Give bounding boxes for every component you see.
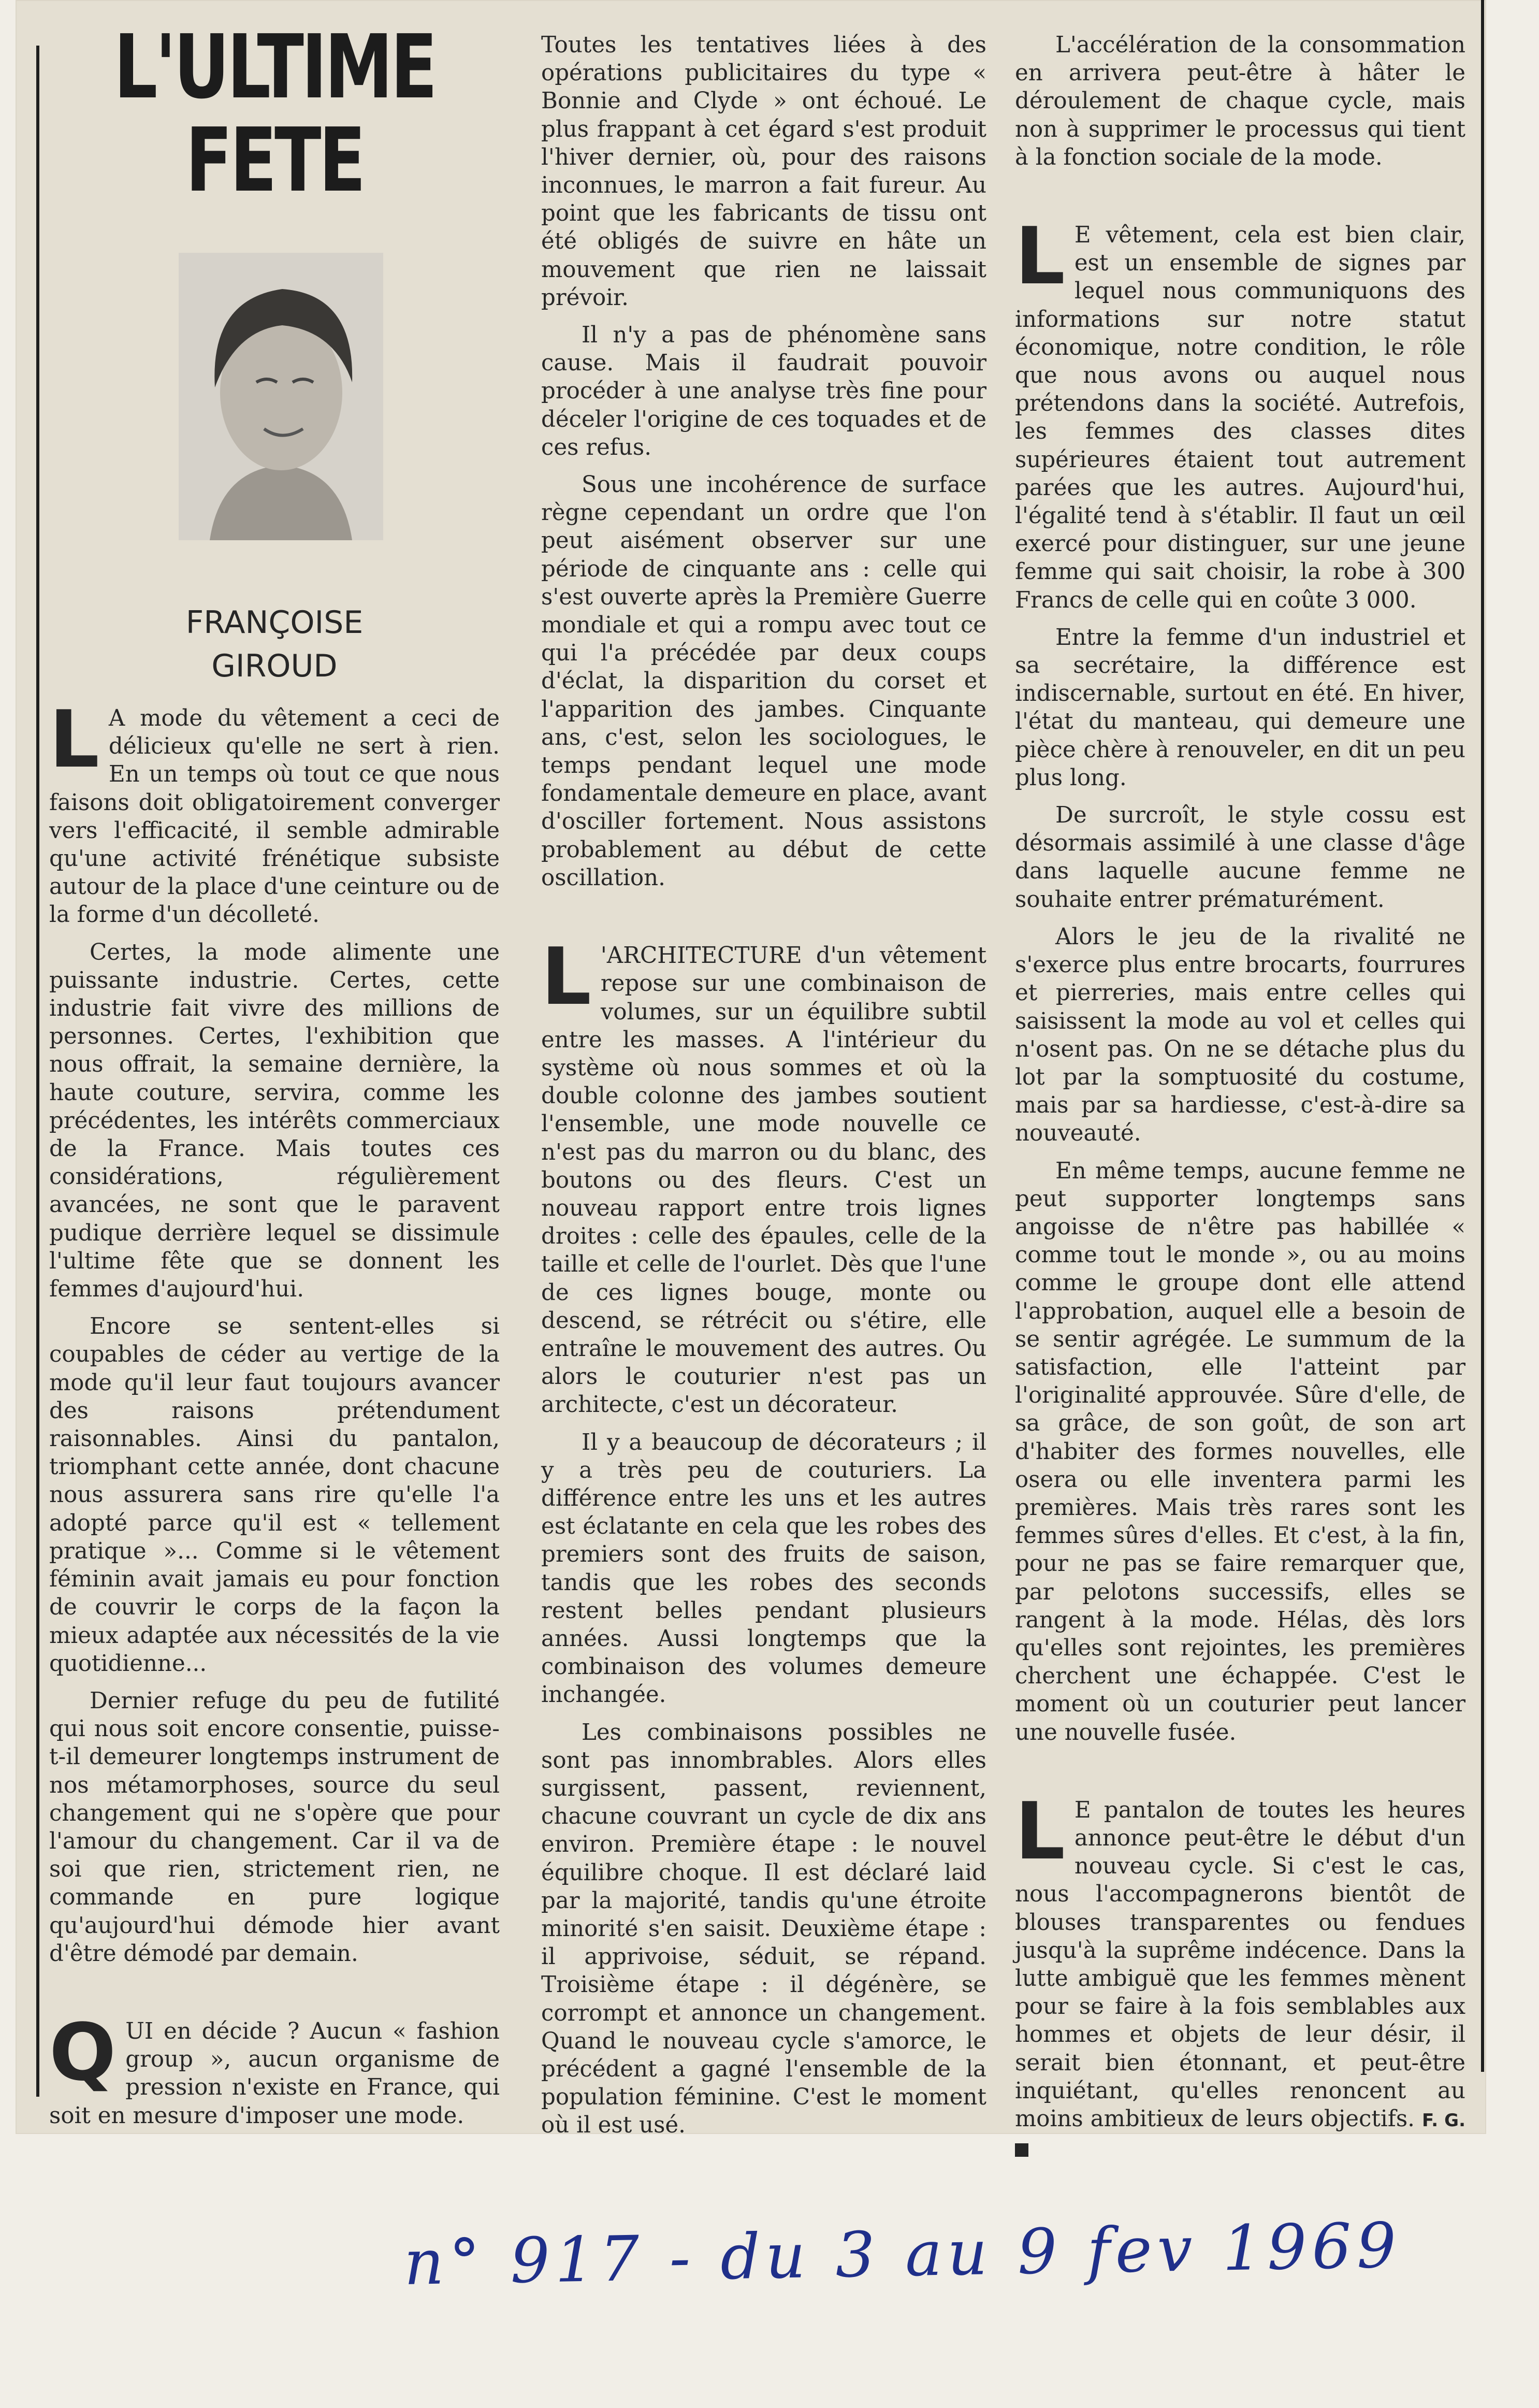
article-paragraph: LE vêtement, cela est bien clair, est un ensemble de signes par lequel nous communiquons des informations sur notre statut économique, notre condition, le rôle que nous avons ou auquel nous prétendons dans la société. Autrefois, les femmes des classes dites supérieures étaient tout autrement parées que les autres. Aujourd'hui, l'égalité tend à s'établir. Il faut un œil exercé pour distinguer, sur une jeune femme qui sait choisir, la robe à 300 Francs de celle qui en coûte 3 000.	[1015, 210, 1465, 613]
article-paragraph: Toutes les tentatives liées à des opérations publicitaires du type « Bonnie and Clyde » ont échoué. Le plus frappant à cet égard s'est produit l'hiver dernier, où, pour des raisons inconnues, le marron a fait fureur. Au point que les fabricants de tissu ont été obligés de suivre en hâte un mouvement que rien ne laissait prévoir.	[541, 32, 986, 311]
article-paragraph: L 'ARCHITECTURE d'un vêtement repose sur une combinaison de volumes, sur un équilibre subtil entre les masses. A l'intérieur du système où nous sommes et où la double colonne des jambes soutient l'ensemble, une mode nouvelle ce n'est pas du marron ou du blanc, des boutons ou des fleurs. C'est un nouveau rapport entre trois lignes droites : celle des épaules, celle de la taille et celle de l'ourlet. Dès que l'une de ces lignes bouge, monte ou descend, se rétrécit ou s'étire, elle entraîne le mouvement des autres. Ou alors le couturier n'est pas un architecte, c'est un décorateur.	[541, 931, 986, 1418]
section-gap	[49, 1977, 500, 2017]
author-signature: F. G.	[1422, 2110, 1465, 2131]
author-name	[186, 604, 364, 684]
handwritten-issue-note: n° 917 - du 3 au 9 fev 1969	[403, 2210, 1402, 2299]
section-gap	[541, 901, 986, 942]
article-paragraph: QUI en décide ? Aucun « fashion group », aucun organisme de pression n'existe en France, qui soit en mesure d'imposer une mode.	[49, 2006, 500, 2129]
portrait-photo-svg	[179, 253, 383, 540]
article-paragraph: Il n'y a pas de phénomène sans cause. Mais il faudrait pouvoir procéder à une analyse très fine pour déceler l'origine de ces toquades et de ces refus.	[541, 322, 986, 460]
headline: L'ULTIME FETE	[113, 16, 435, 212]
article-paragraph: Sous une incohérence de surface règne cependant un ordre que l'on peut aisément observer sur une période de cinquante ans : celle qui s'est ouverte après la Première Guerre mondiale et qui a rompu avec tout ce qui l'a précédée par deux coups d'éclat, la disparition du corset et l'apparition des jambes. Cinquante ans, c'est, selon les sociologues, le temps pendant lequel une mode fondamentale demeure en place, avant d'osciller fortement. Nous assistons probablement au début de cette oscillation.	[541, 472, 986, 891]
article-paragraph: Il y a beaucoup de décorateurs ; il y a très peu de couturiers. La différence entre les uns et les autres est éclatante en cela que les robes des premiers sont des fruits de saison, tandis que les robes des seconds restent belles pendant plusieurs années. Aussi longtemps que la combinaison des volumes demeure inchangée.	[541, 1429, 986, 1708]
column-1	[49, 694, 500, 2139]
left-column-rule	[36, 46, 39, 2097]
article-paragraph: LA mode du vêtement a ceci de délicieux qu'elle ne sert à rien. En un temps où tout ce que nous faisons doit obligatoirement converger vers l'efficacité, il semble admirable qu'une activité frénétique subsiste autour de la place d'une ceinture ou de la forme d'un décolleté.	[49, 694, 500, 928]
article-paragraph: Alors le jeu de la rivalité ne s'exerce plus entre brocarts, fourrures et pierreries, mais entre celles qui saisissent la mode au vol et celles qui n'osent pas. On ne se détache plus du lot par la somptuosité du costume, mais par sa hardiesse, c'est-à-dire sa nouveauté.	[1015, 924, 1465, 1147]
portrait-photo-icon	[179, 253, 383, 540]
article-paragraph: Encore se sentent-elles si coupables de céder au vertige de la mode qu'il leur faut toujours avancer des raisons prétendument raisonnables. Ainsi du pantalon, triomphant cette année, dont chacune nous assurera sans rire qu'elle l'a adopté parce qu'il est « tellement pratique »... Comme si le vêtement féminin avait jamais eu pour fonction de couvrir le corps de la façon la mieux adaptée aux nécessités de la vie quotidienne...	[49, 1314, 500, 1677]
article-paragraph: Dernier refuge du peu de futilité qui nous soit encore consentie, puisse-t-il demeurer longtemps instrument de nos métamorphoses, source du seul changement qui ne s'opère que pour l'amour du changement. Car il va de soi que rien, strictement rien, ne commande en pure logique qu'aujourd'hui démode hier avant d'être démodé par demain.	[49, 1688, 500, 1967]
author-name-line: FRANÇOISE	[185, 604, 364, 641]
author-name-line: GIROUD	[211, 648, 338, 684]
article-paragraph: L'accélération de la consommation en arrivera peut-être à hâter le déroulement de chaque cycle, mais non à supprimer le processus qui tient à la fonction sociale de la mode.	[1015, 32, 1465, 170]
paragraph-lead-word: 'ARCHITECTURE	[600, 943, 802, 969]
article-paragraph: De surcroît, le style cossu est désormais assimilé à une classe d'âge dans laquelle aucune femme ne souhaite entrer prématurément.	[1015, 802, 1465, 913]
column-3	[1015, 31, 1465, 2172]
article-paragraph: En même temps, aucune femme ne peut supporter longtemps sans angoisse de n'être pas habillée « comme tout le monde », ou au moins comme le groupe dont elle attend l'approbation, auquel elle a besoin de se sentir agrégée. Le summum de la satisfaction, elle l'atteint par l'originalité approuvée. Sûre d'elle, de sa grâce, de son goût, de son art d'habiter des formes nouvelles, elle osera ou elle inventera parmi les premières. Mais très rares sont les femmes sûres d'elles. Et c'est, à la fin, pour ne pas se faire remarquer que, par pelotons successifs, elles se rangent à la mode. Hélas, dès lors qu'elles sont rejointes, les premières cherchent une échappée. C'est le moment où un couturier peut lancer une nouvelle fusée.	[1015, 1158, 1465, 1746]
column-2	[541, 31, 986, 2149]
right-column-rule	[1481, 0, 1484, 2072]
square-end-mark-icon	[1015, 2143, 1028, 2157]
article-paragraph: Les combinaisons possibles ne sont pas innombrables. Alors elles surgissent, passent, reviennent, chacune couvrant un cycle de dix ans environ. Première étape : le nouvel équilibre choque. Il est déclaré laid par la majorité, tandis qu'une étroite minorité s'en saisit. Deuxième étape : il apprivoise, séduit, se répand. Troisième étape : il dégénère, se corrompt et annonce un changement. Quand le nouveau cycle s'amorce, le précédent a gagné l'ensemble de la population féminine. C'est le moment où il est usé.	[541, 1719, 986, 2139]
article-paragraph: LE pantalon de toutes les heures annonce peut-être le début d'un nouveau cycle. Si c'est le cas, nous l'accompagnerons bientôt de blouses transparentes ou fendues jusqu'à la suprême indécence. Dans la lutte ambiguë que les femmes mènent pour se faire à la fois semblables aux hommes et objets de leur désir, il serait bien étonnant, et peut-être inquiétant, qu'elles renoncent au moins ambitieux de leurs objectifs. F. G.	[1015, 1796, 1465, 2163]
section-gap	[1015, 181, 1465, 221]
author-byline	[49, 601, 500, 688]
article-paragraph: Certes, la mode alimente une puissante industrie. Certes, cette industrie fait vivre des millions de personnes. Certes, l'exhibition que nous offrait, la semaine dernière, la haute couture, servira, comme les précédentes, les intérêts commerciaux de la France. Mais toutes ces considérations, régulièrement avancées, ne sont que le paravent pudique derrière lequel se dissimule l'ultime fête que se donnent les femmes d'aujourd'hui.	[49, 939, 500, 1303]
article-paragraph: Entre la femme d'un industriel et sa secrétaire, la différence est indiscernable, surtout en été. En hiver, l'état du manteau, qui demeure une pièce chère à renouveler, en dit un peu plus long.	[1015, 624, 1465, 791]
section-gap	[1015, 1756, 1465, 1796]
